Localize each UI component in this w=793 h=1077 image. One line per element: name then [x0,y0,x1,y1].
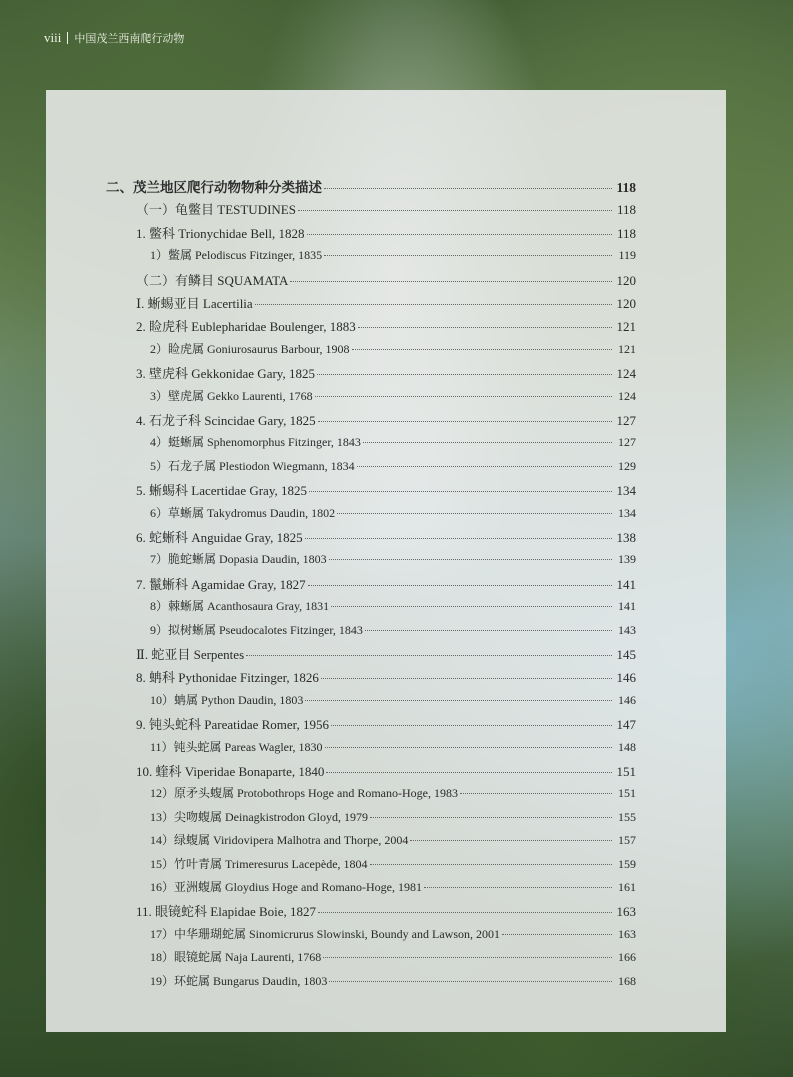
toc-page-number: 124 [618,388,636,403]
toc-page-number: 120 [616,272,636,288]
toc-page-number: 134 [616,483,636,499]
toc-page-number: 155 [618,809,636,824]
toc-panel [46,90,726,1032]
dot-leader [324,188,612,189]
dot-leader [410,840,612,841]
toc-entry[interactable] [136,199,636,218]
toc-page-number: 146 [618,692,636,707]
toc-entry-title: 11. 眼镜蛇科 Elapidae Boie, 1827 [136,904,317,920]
toc-entry-title: 5. 蜥蜴科 Lacertidae Gray, 1825 [136,483,307,499]
dot-leader [352,349,612,350]
dot-leader [323,957,612,958]
dot-leader [326,772,612,773]
toc-entry-title: 6）草蜥属 Takydromus Daudin, 1802 [150,505,336,520]
toc-entry-title: 5）石龙子属 Plestiodon Wiegmann, 1834 [150,458,355,473]
toc-entry-title: 18）眼镜蛇属 Naja Laurenti, 1768 [150,950,322,965]
toc-entry-title: Ⅰ. 蜥蜴亚目 Lacertilia [136,296,253,311]
dot-leader [502,934,612,935]
toc-entry[interactable] [136,667,636,686]
page-number: viii [44,30,62,45]
toc-entry[interactable] [150,831,636,848]
toc-entry[interactable] [136,761,636,780]
dot-leader [460,793,612,794]
header-divider [67,32,68,44]
toc-entry-title: 2）睑虎属 Goniurosaurus Barbour, 1908 [150,341,350,356]
toc-entry-title: 13）尖吻蝮属 Deinagkistrodon Gloyd, 1979 [150,809,368,824]
toc-page-number: 159 [618,856,636,871]
toc-entry[interactable] [150,504,636,521]
toc-page-number: 138 [616,530,636,545]
toc-entry[interactable] [150,738,636,755]
toc-page-number: 141 [618,599,636,614]
dot-leader [246,655,612,656]
toc-entry[interactable] [150,691,636,708]
dot-leader [321,678,612,679]
toc-entry[interactable] [106,176,636,196]
toc-entry-title: 4. 石龙子科 Scincidae Gary, 1825 [136,413,316,428]
toc-entry-title: 12）原矛头蝮属 Protobothrops Hoge and Romano-Hoge, 1983 [150,786,458,801]
toc-entry[interactable] [136,480,636,499]
toc-entry[interactable] [136,223,636,242]
dot-leader [363,442,612,443]
dot-leader [305,538,612,539]
dot-leader [298,210,612,211]
toc-entry[interactable] [150,784,636,801]
toc-entry-title: 1. 鳖科 Trionychidae Bell, 1828 [136,225,305,241]
toc-entry-title: Ⅱ. 蛇亚目 Serpentes [136,647,245,662]
toc-entry[interactable] [136,901,636,920]
toc-entry[interactable] [150,433,636,450]
dot-leader [325,747,612,748]
dot-leader [255,304,612,305]
toc-entry[interactable] [150,925,636,942]
book-title: 中国茂兰西南爬行动物 [74,33,185,45]
toc-page-number: 148 [618,739,636,754]
toc-entry-title: 8）棘蜥属 Acanthosaura Gray, 1831 [150,599,330,614]
toc-entry[interactable] [136,316,636,335]
dot-leader [370,864,612,865]
dot-leader [329,559,612,560]
dot-leader [318,421,612,422]
toc-entry[interactable] [150,948,636,965]
toc-entry[interactable] [150,550,636,567]
dot-leader [290,281,612,282]
toc-entry[interactable] [150,340,636,357]
dot-leader [308,585,612,586]
running-header [44,30,184,46]
toc-entry[interactable] [150,972,636,989]
toc-page-number: 168 [618,973,636,988]
toc-entry[interactable] [136,363,636,382]
toc-entry-title: 3）壁虎属 Gekko Laurenti, 1768 [150,388,313,403]
toc-page-number: 121 [618,341,636,356]
toc-page-number: 151 [616,764,636,779]
toc-entry-title: 19）环蛇属 Bungarus Daudin, 1803 [150,973,328,988]
dot-leader [365,630,612,631]
dot-leader [317,374,612,375]
toc-page-number: 151 [618,786,636,801]
toc-entry-title: 4）蜓蜥属 Sphenomorphus Fitzinger, 1843 [150,435,361,450]
toc-entry-title: 17）中华珊瑚蛇属 Sinomicrurus Slowinski, Boundy and Lawson, 2001 [150,926,500,941]
toc-entry-title: 3. 壁虎科 Gekkonidae Gary, 1825 [136,366,315,382]
dot-leader [331,606,612,607]
toc-entry-title: 9）拟树蜥属 Pseudocalotes Fitzinger, 1843 [150,622,363,637]
toc-entry[interactable] [136,644,636,663]
toc-entry-title: 9. 钝头蛇科 Pareatidae Romer, 1956 [136,717,329,733]
toc-page-number: 129 [618,458,636,473]
toc-entry[interactable] [150,457,636,474]
dot-leader [324,255,612,256]
dot-leader [309,491,612,492]
toc-entry[interactable] [150,246,636,263]
dot-leader [318,912,612,913]
dot-leader [307,234,612,235]
toc-entry-title: 1）鳖属 Pelodiscus Fitzinger, 1835 [150,248,323,263]
dot-leader [305,700,612,701]
dot-leader [424,887,612,888]
toc-entry[interactable] [136,293,636,312]
dot-leader [370,817,612,818]
toc-entry[interactable] [136,714,636,733]
toc-page-number: 147 [616,717,636,733]
toc-entry-title: 10）蚺属 Python Daudin, 1803 [150,692,304,707]
toc-entry-title: 7. 鬣蜥科 Agamidae Gray, 1827 [136,576,306,592]
dot-leader [329,981,612,982]
toc-page-number: 119 [618,248,636,263]
toc-page-number: 118 [616,225,636,241]
toc-page-number: 127 [618,435,636,450]
toc-entry[interactable] [150,387,636,404]
toc-page-number: 166 [618,950,636,965]
toc-entry-title: 2. 睑虎科 Eublepharidae Boulenger, 1883 [136,319,356,335]
toc-page-number: 121 [616,319,636,335]
toc-entry[interactable] [150,597,636,614]
toc-entry[interactable] [136,574,636,593]
toc-page-number: 146 [616,670,636,686]
toc-page-number: 157 [618,833,636,848]
toc-entry-title: 11）钝头蛇属 Pareas Wagler, 1830 [150,739,323,754]
toc-entry-title: 15）竹叶青属 Trimeresurus Lacepède, 1804 [150,856,368,871]
toc-page-number: 127 [616,413,636,428]
toc-page-number: 120 [616,296,636,311]
toc-entry[interactable] [150,808,636,825]
toc-entry-title: 10. 蝰科 Viperidae Bonaparte, 1840 [136,764,325,779]
toc-page-number: 118 [616,202,636,218]
toc-entry[interactable] [150,621,636,638]
toc-entry[interactable] [150,855,636,872]
toc-page-number: 139 [618,552,636,567]
toc-entry-title: （一）龟鳖目 TESTUDINES [136,202,296,218]
toc-page-number: 124 [616,366,636,382]
toc-entry-title: 14）绿蝮属 Viridovipera Malhotra and Thorpe, 2004 [150,833,409,848]
dot-leader [358,327,612,328]
dot-leader [315,396,612,397]
toc-page-number: 141 [616,576,636,592]
dot-leader [357,466,612,467]
toc-page-number: 163 [618,926,636,941]
toc-entry-title: 16）亚洲蝮属 Gloydius Hoge and Romano-Hoge, 1981 [150,880,422,894]
toc-entry[interactable] [150,878,636,895]
dot-leader [331,725,612,726]
toc-page-number: 145 [616,647,636,662]
toc-entry[interactable] [136,410,636,429]
toc-entry-title: 7）脆蛇蜥属 Dopasia Daudin, 1803 [150,552,327,567]
toc-entry-title: 8. 蚺科 Pythonidae Fitzinger, 1826 [136,670,319,686]
toc-entry[interactable] [136,527,636,546]
toc-entry-title: （二）有鳞目 SQUAMATA [136,272,289,288]
toc-page-number: 163 [616,904,636,920]
toc-page-number: 161 [618,880,636,894]
toc-entry-title: 二、茂兰地区爬行动物物种分类描述 [106,180,322,195]
toc-page-number: 118 [616,180,636,195]
toc-entry-title: 6. 蛇蜥科 Anguidae Gray, 1825 [136,530,303,545]
toc-page-number: 134 [618,505,636,520]
toc-entry[interactable] [136,270,636,289]
toc-page-number: 143 [618,622,636,637]
dot-leader [337,513,612,514]
